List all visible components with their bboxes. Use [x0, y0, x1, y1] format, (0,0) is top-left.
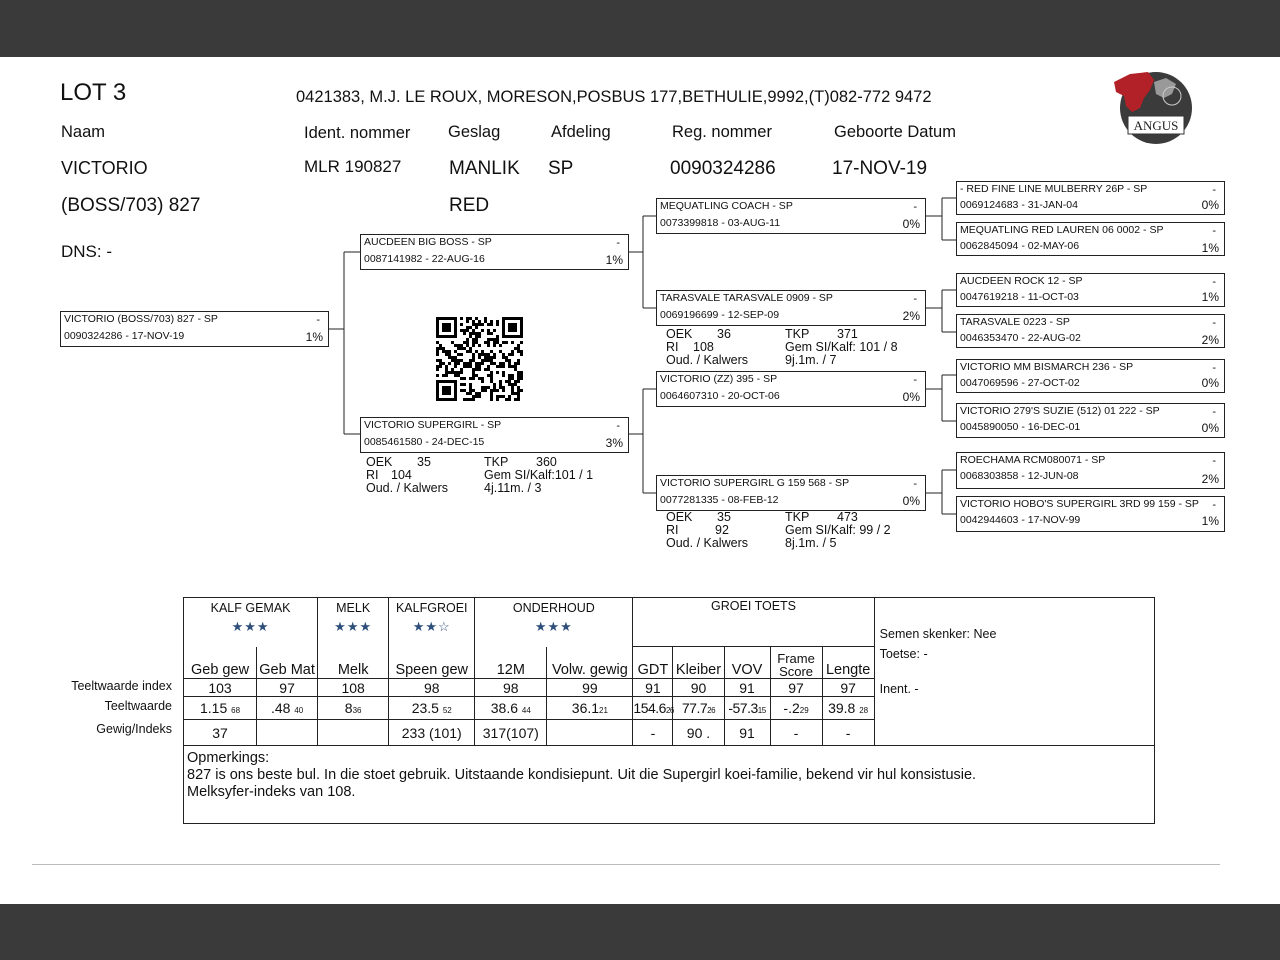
tw-value: 77.7	[681, 700, 708, 716]
pedigree-g7-reg: 0068303858 - 12-JUN-08	[960, 470, 1079, 482]
col-12m: 12M	[475, 647, 547, 679]
tw-value: 38.6	[490, 700, 519, 716]
pedigree-g4-reg: 0046353470 - 22-AUG-02	[960, 332, 1081, 344]
sd-tkp: 371	[837, 327, 858, 341]
animal-geboorte: 17-NOV-19	[832, 158, 928, 179]
dam-oud: 4j.11m. / 3	[484, 481, 542, 495]
tw-cell	[257, 697, 318, 720]
tw-accuracy: 40	[294, 706, 304, 715]
animal-kleur: RED	[449, 195, 490, 216]
dam-gem: Gem SI/Kalf:101 / 1	[484, 468, 594, 482]
dd-oud: 8j.1m. / 5	[785, 536, 837, 550]
pedigree-dam-dam	[656, 475, 926, 511]
dam-dam-stats	[666, 511, 936, 551]
row-label-tw: Teeltwaarde	[104, 699, 172, 713]
tw-accuracy: 28	[859, 706, 869, 715]
pedigree-dd-reg: 0077281335 - 08-FEB-12	[660, 494, 779, 506]
animal-geslag: MANLIK	[449, 158, 520, 179]
group-kalf-gemak-label: KALF GEMAK	[210, 601, 291, 615]
tw-accuracy: 26	[707, 706, 716, 715]
pedigree-g4-dash: -	[1212, 317, 1216, 329]
col-speen-gew: Speen gew	[389, 647, 475, 679]
pedigree-g7-dash: -	[1212, 455, 1216, 467]
pedigree-g6-pct: 0%	[1201, 421, 1219, 435]
index-cell: 91	[633, 679, 673, 697]
group-melk	[318, 598, 389, 647]
group-kalfgroei-label: KALFGROEI	[395, 601, 468, 615]
pedigree-g3-pct: 1%	[1201, 290, 1219, 304]
remarks	[184, 746, 1155, 824]
pedigree-ss-reg: 0073399818 - 03-AUG-11	[660, 217, 781, 229]
pedigree-ss-pct: 0%	[902, 217, 920, 231]
tw-cell	[547, 697, 633, 720]
tw-cell	[633, 697, 673, 720]
header-geboorte: Geboorte Datum	[834, 123, 956, 141]
sd-ri: 108	[693, 340, 714, 354]
index-cell: 97	[770, 679, 822, 697]
row-label-gewig: Gewig/Indeks	[96, 722, 172, 736]
sd-oud: 9j.1m. / 7	[785, 353, 837, 367]
pedigree-sire-dash: -	[616, 237, 620, 249]
tw-value: .48	[270, 700, 291, 716]
gewig-cell: 90 .	[673, 720, 724, 746]
dam-oek-label: OEK	[366, 455, 393, 469]
pedigree-subject-pct: 1%	[305, 330, 323, 344]
tw-value: 36.1	[571, 700, 600, 716]
header-afdeling: Afdeling	[551, 123, 611, 141]
col-gdt: GDT	[633, 647, 673, 679]
tw-value: 154.6	[633, 700, 666, 716]
pedigree-sd-dash: -	[913, 293, 917, 305]
pedigree-g8-dash: -	[1212, 499, 1216, 511]
pedigree-g6-name: VICTORIO 279'S SUZIE (512) 01 222 - SP	[960, 405, 1160, 417]
tw-cell	[318, 697, 389, 720]
qr-code	[436, 317, 523, 401]
index-cell: 108	[318, 679, 389, 697]
gewig-cell: 233 (101)	[389, 720, 475, 746]
tw-accuracy: 26	[665, 706, 674, 715]
group-melk-label: MELK	[336, 601, 371, 615]
pedigree-dam-dash: -	[616, 420, 620, 432]
tw-cell	[673, 697, 724, 720]
tw-cell	[822, 697, 874, 720]
index-cell: 103	[184, 679, 257, 697]
pedigree-gg-5	[956, 359, 1225, 393]
pedigree-dd-dash: -	[913, 478, 917, 490]
pedigree-g1-reg: 0069124683 - 31-JAN-04	[960, 199, 1078, 211]
pedigree-sire-pct: 1%	[605, 253, 623, 267]
tw-accuracy: 21	[599, 706, 608, 715]
pedigree-g5-reg: 0047069596 - 27-OCT-02	[960, 377, 1080, 389]
pedigree-sire	[360, 234, 629, 270]
dam-ri: 104	[391, 468, 412, 482]
pedigree-dd-name: VICTORIO SUPERGIRL G 159 568 - SP	[660, 477, 850, 489]
pedigree-gg-8	[956, 496, 1225, 532]
sire-dam-stats	[666, 328, 936, 368]
pedigree-ds-name: VICTORIO (ZZ) 395 - SP	[660, 373, 778, 385]
tw-accuracy: 15	[757, 706, 766, 715]
tests-info: Toetse: -	[879, 647, 928, 661]
index-cell: 98	[475, 679, 547, 697]
gewig-cell	[547, 720, 633, 746]
gewig-cell: 91	[724, 720, 770, 746]
pedigree-gg-6	[956, 403, 1225, 438]
pedigree-g7-pct: 2%	[1201, 472, 1219, 486]
header-reg: Reg. nommer	[672, 123, 772, 141]
pedigree-g8-name: VICTORIO HOBO'S SUPERGIRL 3RD 99 159 - SP	[960, 498, 1199, 510]
footer-divider	[32, 864, 1220, 865]
group-onderhoud	[475, 598, 633, 647]
tw-accuracy: 44	[521, 706, 531, 715]
row-label-index: Teeltwaarde index	[71, 679, 172, 693]
pedigree-g3-dash: -	[1212, 276, 1216, 288]
animal-name: VICTORIO	[61, 158, 148, 178]
col-lengte: Lengte	[822, 647, 874, 679]
gewig-cell	[257, 720, 318, 746]
sd-ri-label: RI	[666, 340, 679, 354]
semen-donor: Semen skenker: Nee	[879, 627, 997, 641]
tw-value: -.2	[783, 700, 800, 716]
pedigree-g4-pct: 2%	[1201, 333, 1219, 347]
dam-tkp-label: TKP	[484, 455, 509, 469]
pedigree-g2-pct: 1%	[1201, 241, 1219, 255]
index-cell: 97	[257, 679, 318, 697]
index-cell: 91	[724, 679, 770, 697]
inoculation-info: Inent. -	[879, 682, 919, 696]
dd-ri: 92	[715, 523, 729, 537]
pedigree-gg-3	[956, 273, 1225, 307]
pedigree-sire-reg: 0087141982 - 22-AUG-16	[364, 253, 485, 265]
group-kalf-gemak	[184, 598, 318, 647]
tw-accuracy: 68	[231, 706, 241, 715]
dd-oud-label: Oud. / Kalwers	[666, 536, 748, 550]
pedigree-g6-reg: 0045890050 - 16-DEC-01	[960, 421, 1081, 433]
pedigree-g5-name: VICTORIO MM BISMARCH 236 - SP	[960, 361, 1134, 373]
tw-cell	[475, 697, 547, 720]
pedigree-sd-pct: 2%	[902, 309, 920, 323]
pedigree-sd-reg: 0069196699 - 12-SEP-09	[660, 309, 780, 321]
pedigree-dd-pct: 0%	[902, 494, 920, 508]
pedigree-dam	[360, 417, 629, 453]
pedigree-g6-dash: -	[1212, 406, 1216, 418]
tw-value: 39.8	[828, 700, 856, 716]
col-volw-gewig: Volw. gewig	[547, 647, 633, 679]
pedigree-g7-name: ROECHAMA RCM080071 - SP	[960, 454, 1106, 466]
melk-stars: ★★★	[334, 619, 373, 634]
dd-tkp: 473	[837, 510, 858, 524]
index-cell: 98	[389, 679, 475, 697]
tw-accuracy: 36	[352, 706, 362, 715]
pedigree-g5-pct: 0%	[1201, 376, 1219, 390]
group-groei-toets: GROEI TOETS	[633, 598, 874, 647]
pedigree-dam-sire	[656, 371, 926, 407]
angus-logo-text: ANGUS	[1133, 118, 1179, 133]
dd-ri-label: RI	[666, 523, 679, 537]
dns-status: DNS: -	[61, 242, 112, 261]
col-kleiber: Kleiber	[673, 647, 724, 679]
onderhoud-stars: ★★★	[534, 619, 573, 634]
gewig-cell: -	[633, 720, 673, 746]
pedigree-g2-name: MEQUATLING RED LAUREN 06 0002 - SP	[960, 224, 1164, 236]
pedigree-g8-pct: 1%	[1201, 514, 1219, 528]
sd-oek-label: OEK	[666, 327, 693, 341]
sd-oud-label: Oud. / Kalwers	[666, 353, 748, 367]
kalfgroei-stars: ★★☆	[412, 619, 451, 634]
sd-gem: Gem SI/Kalf: 101 / 8	[785, 340, 898, 354]
index-cell: 99	[547, 679, 633, 697]
remarks-line-2: Melksyfer-indeks van 108.	[187, 784, 356, 800]
header-geslag: Geslag	[448, 123, 501, 141]
pedigree-g3-name: AUCDEEN ROCK 12 - SP	[960, 275, 1083, 287]
pedigree-sire-name: AUCDEEN BIG BOSS - SP	[364, 236, 492, 248]
col-vov: VOV	[724, 647, 770, 679]
tw-cell	[724, 697, 770, 720]
remarks-line-1: 827 is ons beste bul. In die stoet gebruik. Uitstaande kondisiepunt. Uit die Supergirl koei-familie, bekend vir hul konsistusie.	[187, 767, 977, 783]
col-geb-gew: Geb gew	[184, 647, 257, 679]
pedigree-ss-name: MEQUATLING COACH - SP	[660, 200, 793, 212]
tw-cell	[389, 697, 475, 720]
pedigree-g1-dash: -	[1212, 184, 1216, 196]
gewig-cell	[318, 720, 389, 746]
dam-ri-label: RI	[366, 468, 379, 482]
pedigree-g1-pct: 0%	[1201, 198, 1219, 212]
animal-name-2: (BOSS/703) 827	[61, 195, 201, 216]
tw-value: -57.3	[728, 700, 758, 716]
owner-info: 0421383, M.J. LE ROUX, MORESON,POSBUS 177,BETHULIE,9992,(T)082-772 9472	[296, 88, 932, 106]
gewig-cell: -	[770, 720, 822, 746]
dd-tkp-label: TKP	[785, 510, 810, 524]
performance-table	[183, 597, 1155, 824]
pedigree-ds-dash: -	[913, 374, 917, 386]
pedigree-g2-reg: 0062845094 - 02-MAY-06	[960, 240, 1080, 252]
dd-gem: Gem SI/Kalf: 99 / 2	[785, 523, 891, 537]
pedigree-g3-reg: 0047619218 - 11-OCT-03	[960, 291, 1079, 303]
tw-value: 1.15	[200, 700, 228, 716]
dam-oud-label: Oud. / Kalwers	[366, 481, 448, 495]
pedigree-g5-dash: -	[1212, 362, 1216, 374]
col-geb-mat: Geb Mat	[257, 647, 318, 679]
pedigree-ds-reg: 0064607310 - 20-OCT-06	[660, 390, 780, 402]
pedigree-dam-name: VICTORIO SUPERGIRL - SP	[364, 419, 502, 431]
kalf-gemak-stars: ★★★	[231, 619, 270, 634]
dam-tkp: 360	[536, 455, 557, 469]
animal-reg: 0090324286	[670, 158, 776, 179]
pedigree-dam-pct: 3%	[605, 436, 623, 450]
pedigree-subject-reg: 0090324286 - 17-NOV-19	[64, 330, 185, 342]
group-kalfgroei	[389, 598, 475, 647]
pedigree-gg-1	[956, 181, 1225, 215]
gewig-cell: 317(107)	[475, 720, 547, 746]
pedigree-g2-dash: -	[1212, 225, 1216, 237]
gewig-cell: 37	[184, 720, 257, 746]
side-info	[874, 598, 1154, 746]
col-melk: Melk	[318, 647, 389, 679]
index-cell: 97	[822, 679, 874, 697]
col-frame-score: Frame Score	[770, 647, 822, 679]
pedigree-ds-pct: 0%	[902, 390, 920, 404]
pedigree-subject-name: VICTORIO (BOSS/703) 827 - SP	[64, 313, 218, 325]
pedigree-subject-dash: -	[316, 314, 320, 326]
pedigree-g4-name: TARASVALE 0223 - SP	[960, 316, 1070, 328]
tw-accuracy: 29	[799, 706, 809, 715]
header-ident: Ident. nommer	[304, 124, 411, 142]
lot-number: LOT 3	[60, 79, 127, 106]
sd-tkp-label: TKP	[785, 327, 810, 341]
pedigree-sire-dam	[656, 290, 926, 326]
animal-afdeling: SP	[548, 158, 574, 179]
pedigree-subject	[60, 311, 329, 347]
animal-ident: MLR 190827	[304, 157, 402, 176]
bottom-bar	[0, 904, 1280, 960]
dam-stats	[366, 456, 636, 496]
pedigree-gg-2	[956, 222, 1225, 256]
pedigree-sire-sire	[656, 198, 926, 234]
tw-value: 23.5	[411, 700, 439, 716]
pedigree-sd-name: TARASVALE TARASVALE 0909 - SP	[660, 292, 833, 304]
tw-value: 8	[344, 700, 353, 716]
index-cell: 90	[673, 679, 724, 697]
pedigree-g8-reg: 0042944603 - 17-NOV-99	[960, 514, 1081, 526]
dd-oek: 35	[717, 510, 731, 524]
gewig-cell: -	[822, 720, 874, 746]
pedigree-gg-7	[956, 452, 1225, 489]
pedigree-ss-dash: -	[913, 201, 917, 213]
sd-oek: 36	[717, 327, 731, 341]
tw-cell	[770, 697, 822, 720]
pedigree-gg-4	[956, 314, 1225, 348]
dam-oek: 35	[417, 455, 431, 469]
group-onderhoud-label: ONDERHOUD	[512, 601, 595, 615]
pedigree-dam-reg: 0085461580 - 24-DEC-15	[364, 436, 485, 448]
dd-oek-label: OEK	[666, 510, 693, 524]
header-naam: Naam	[61, 123, 106, 141]
tw-cell	[184, 697, 257, 720]
pedigree-g1-name: - RED FINE LINE MULBERRY 26P - SP	[960, 183, 1148, 195]
tw-accuracy: 52	[442, 706, 452, 715]
remarks-title: Opmerkings:	[187, 750, 270, 766]
